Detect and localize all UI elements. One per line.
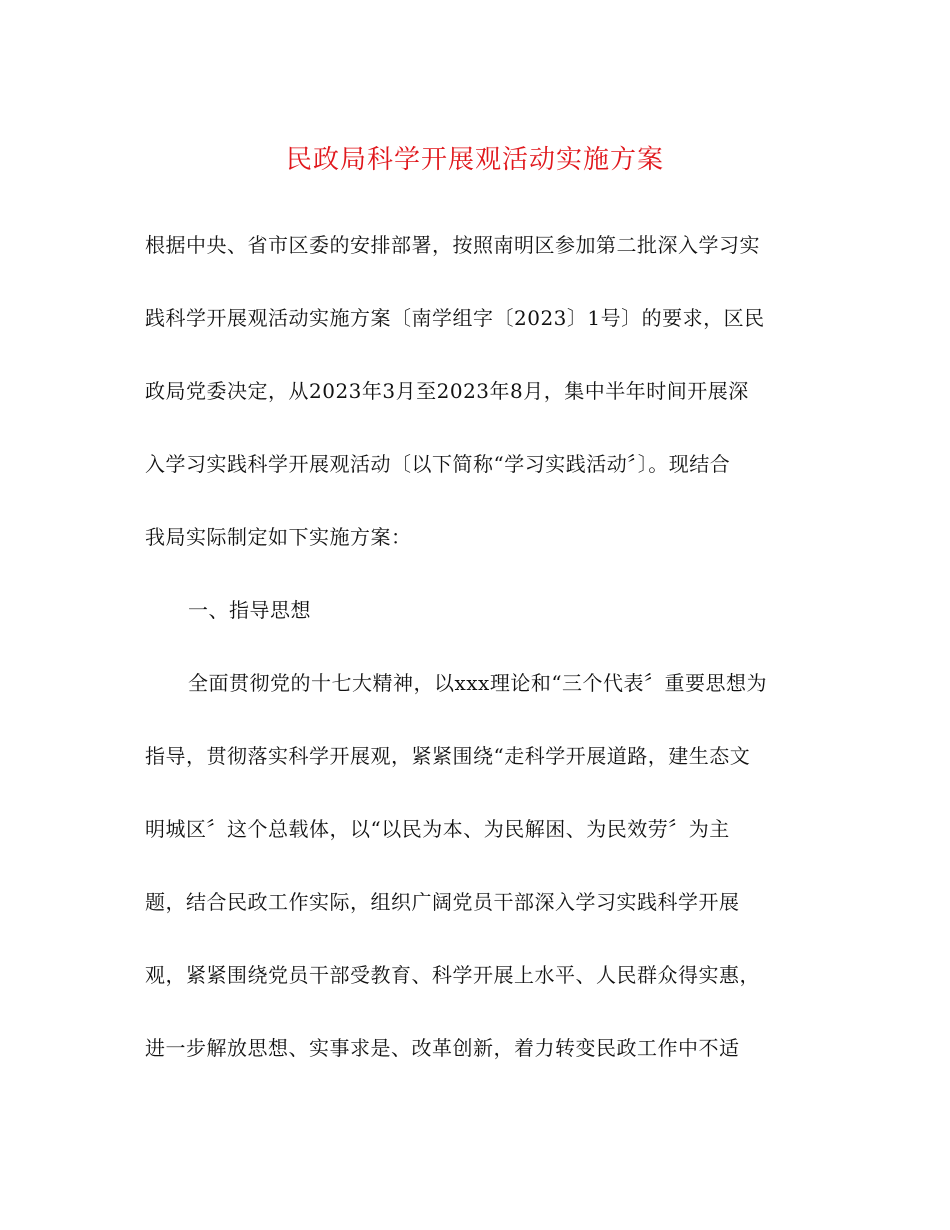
paragraph-line-4: 入学习实践科学开展观活动〔以下简称“学习实践活动〞〕。现结合: [145, 452, 731, 476]
paragraph-line-5: 我局实际制定如下实施方案：: [145, 525, 412, 549]
paragraph-line-12: 进一步解放思想、实事求是、改革创新，着力转变民政工作中不适: [145, 1036, 740, 1060]
document-title: 民政局科学开展观活动实施方案: [285, 145, 664, 175]
section-heading: 一、指导思想: [188, 598, 311, 622]
paragraph-line-2: 践科学开展观活动实施方案〔南学组字〔2023〕1号〕的要求，区民: [145, 306, 765, 330]
paragraph-line-7: 全面贯彻党的十七大精神，以xxx理论和“三个代表〞重要思想为: [188, 671, 768, 695]
paragraph-line-3: 政局党委决定，从2023年3月至2023年8月，集中半年时间开展深: [145, 379, 749, 403]
paragraph-line-9: 明城区〞这个总载体，以“以民为本、为民解困、为民效劳〞为主: [145, 817, 730, 841]
paragraph-line-1: 根据中央、省市区委的安排部署，按照南明区参加第二批深入学习实: [145, 233, 760, 257]
paragraph-line-11: 观，紧紧围绕党员干部受教育、科学开展上水平、人民群众得实惠，: [145, 963, 760, 987]
paragraph-line-8: 指导，贯彻落实科学开展观，紧紧围绕“走科学开展道路，建生态文: [145, 744, 751, 768]
paragraph-line-10: 题，结合民政工作实际，组织广阔党员干部深入学习实践科学开展: [145, 890, 740, 914]
